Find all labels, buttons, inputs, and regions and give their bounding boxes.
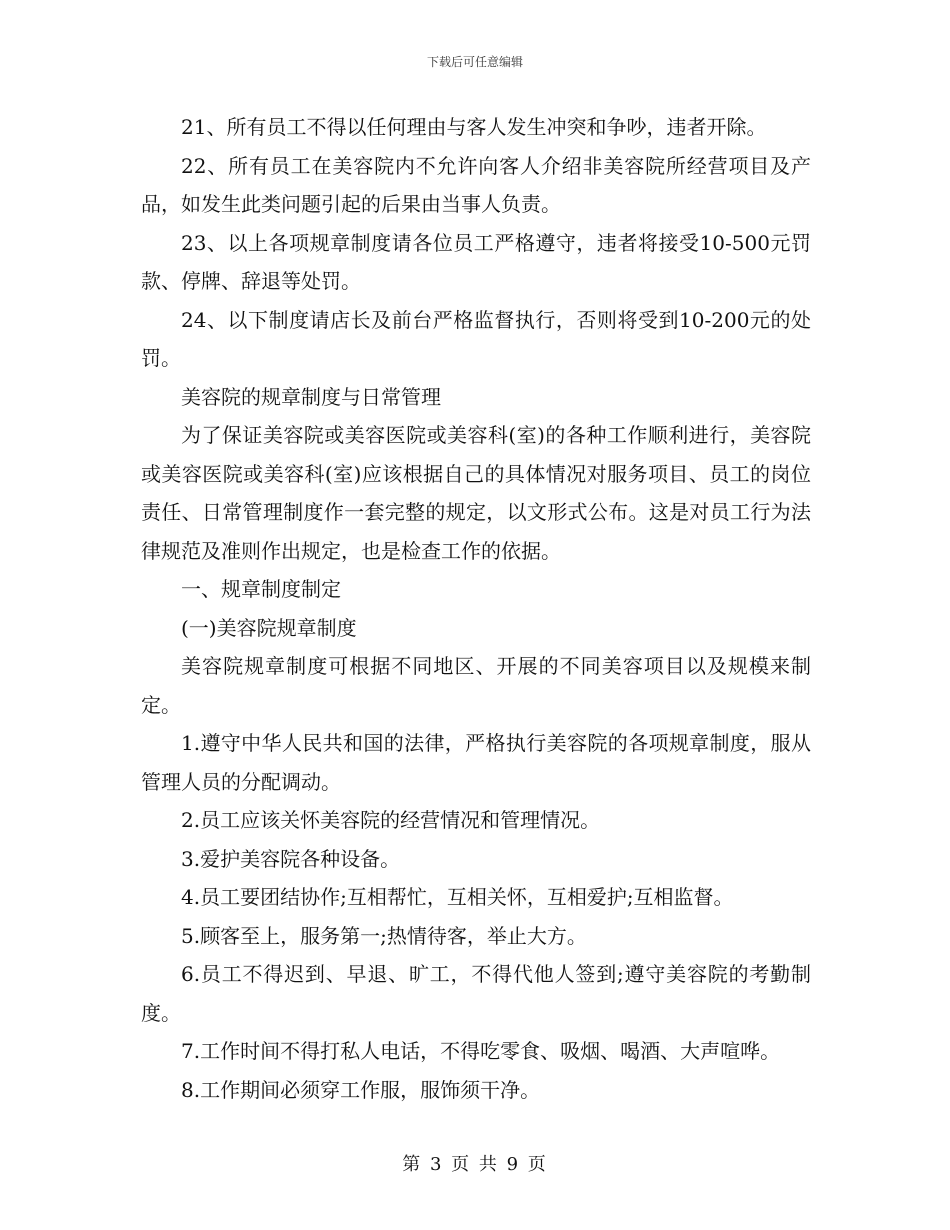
list-item-2: 2.员工应该关怀美容院的经营情况和管理情况。 (181, 808, 601, 832)
subsection-heading-salon-rules: (一)美容院规章制度 (181, 615, 357, 640)
paragraph-rule-24: 24、以下制度请店长及前台严格监督执行，否则将受到10-200元的处罚。 (141, 307, 811, 370)
list-item-5: 5.顾客至上，服务第一;热情待客，举止大方。 (181, 923, 587, 948)
paragraph-rule-21: 21、所有员工不得以任何理由与客人发生冲突和争吵，违者开除。 (181, 115, 767, 139)
document-body (141, 108, 811, 1109)
page-number: 第 3 页 共 9 页 (402, 1154, 548, 1175)
list-item-6: 6.员工不得迟到、早退、旷工，不得代他人签到;遵守美容院的考勤制度。 (141, 962, 811, 1025)
paragraph-rule-23: 23、以上各项规章制度请各位员工严格遵守，违者将接受10-500元罚款、停牌、辞退等处罚。 (141, 230, 811, 293)
list-item-8: 8.工作期间必须穿工作服，服饰须干净。 (181, 1077, 541, 1102)
header-note: 下载后可任意编辑 (426, 55, 523, 69)
section-heading-rules: 一、规章制度制定 (181, 577, 341, 601)
section-heading-management: 美容院的规章制度与日常管理 (181, 384, 441, 409)
paragraph-intro: 为了保证美容院或美容医院或美容科(室)的各种工作顺利进行，美容院或美容医院或美容科(室)应该根据自己的具体情况对服务项目、员工的岗位责任、日常管理制度作一套完整的规定，以文形式公布。这是对员工行为法律规范及准则作出规定，也是检查工作的依据。 (141, 423, 811, 563)
paragraph-rule-22: 22、所有员工在美容院内不允许向客人介绍非美容院所经营项目及产品，如发生此类问题引起的后果由当事人负责。 (141, 153, 811, 216)
list-item-4: 4.员工要团结协作;互相帮忙，互相关怀，互相爱护;互相监督。 (181, 885, 734, 909)
list-item-3: 3.爱护美容院各种设备。 (181, 846, 401, 871)
list-item-1: 1.遵守中华人民共和国的法律，严格执行美容院的各项规章制度，服从管理人员的分配调动。 (141, 731, 811, 794)
list-item-7: 7.工作时间不得打私人电话，不得吃零食、吸烟、喝酒、大声喧哗。 (181, 1039, 781, 1063)
paragraph-rules-basis: 美容院规章制度可根据不同地区、开展的不同美容项目以及规模来制定。 (141, 654, 811, 717)
